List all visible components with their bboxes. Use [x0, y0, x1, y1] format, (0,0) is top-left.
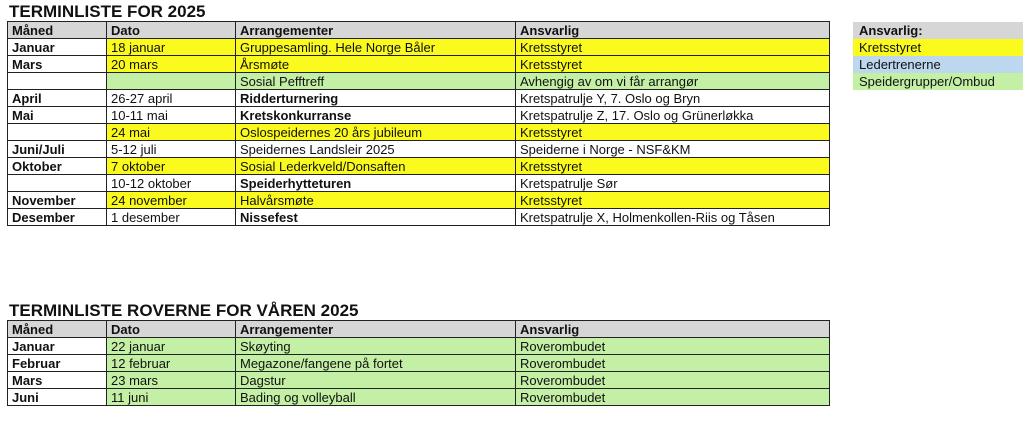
- header-event: Arrangementer: [236, 321, 516, 338]
- cell-month: November: [8, 192, 107, 209]
- cell-date: [107, 73, 236, 90]
- table-row: [8, 192, 830, 209]
- table-row: [8, 372, 830, 389]
- table-row: [8, 175, 830, 192]
- cell-event: Dagstur: [236, 372, 516, 389]
- cell-date: 11 juni: [107, 389, 236, 406]
- cell-date: 24 november: [107, 192, 236, 209]
- terminliste-2025-table: [7, 21, 830, 226]
- cell-event: Speidernes Landsleir 2025: [236, 141, 516, 158]
- header-date: Dato: [107, 321, 236, 338]
- cell-month: [8, 124, 107, 141]
- cell-date: 10-12 oktober: [107, 175, 236, 192]
- cell-event: Gruppesamling. Hele Norge Båler: [236, 39, 516, 56]
- table-header-row: [8, 22, 830, 39]
- cell-month: Februar: [8, 355, 107, 372]
- cell-responsible: Kretspatrulje Z, 17. Oslo og Grünerløkka: [516, 107, 830, 124]
- cell-date: 26-27 april: [107, 90, 236, 107]
- cell-month: Januar: [8, 338, 107, 355]
- legend-title: Ansvarlig:: [853, 22, 1023, 39]
- table-header-row: [8, 321, 830, 338]
- legend-item-ledertrenerne: Ledertrenerne: [853, 56, 1023, 73]
- cell-event: Nissefest: [236, 209, 516, 226]
- table-row: [8, 39, 830, 56]
- cell-month: [8, 175, 107, 192]
- terminliste-roverne-table: [7, 320, 830, 406]
- cell-date: 23 mars: [107, 372, 236, 389]
- cell-month: Juni/Juli: [8, 141, 107, 158]
- table-row: [8, 124, 830, 141]
- cell-event: Speiderhytteturen: [236, 175, 516, 192]
- table1-title: TERMINLISTE FOR 2025: [9, 2, 206, 21]
- cell-event: Sosial Pefftreff: [236, 73, 516, 90]
- cell-month: April: [8, 90, 107, 107]
- cell-date: 10-11 mai: [107, 107, 236, 124]
- cell-responsible: Speiderne i Norge - NSF&KM: [516, 141, 830, 158]
- header-event: Arrangementer: [236, 22, 516, 39]
- cell-month: Januar: [8, 39, 107, 56]
- header-responsible: Ansvarlig: [516, 321, 830, 338]
- cell-date: 12 februar: [107, 355, 236, 372]
- table-row: [8, 141, 830, 158]
- cell-responsible: Roverombudet: [516, 355, 830, 372]
- cell-month: Juni: [8, 389, 107, 406]
- legend-item-kretsstyret: Kretsstyret: [853, 39, 1023, 56]
- table-row: [8, 389, 830, 406]
- header-date: Dato: [107, 22, 236, 39]
- table2-title: TERMINLISTE ROVERNE FOR VÅREN 2025: [9, 301, 359, 320]
- cell-responsible: Roverombudet: [516, 389, 830, 406]
- table-row: [8, 90, 830, 107]
- cell-month: Mars: [8, 372, 107, 389]
- cell-date: 22 januar: [107, 338, 236, 355]
- cell-event: Ridderturnering: [236, 90, 516, 107]
- cell-responsible: Kretsstyret: [516, 56, 830, 73]
- cell-event: Megazone/fangene på fortet: [236, 355, 516, 372]
- table-row: [8, 56, 830, 73]
- table-row: [8, 73, 830, 90]
- cell-date: 5-12 juli: [107, 141, 236, 158]
- cell-responsible: Roverombudet: [516, 372, 830, 389]
- table-row: [8, 209, 830, 226]
- cell-event: Skøyting: [236, 338, 516, 355]
- cell-responsible: Kretsstyret: [516, 39, 830, 56]
- header-month: Måned: [8, 22, 107, 39]
- cell-date: 1 desember: [107, 209, 236, 226]
- cell-event: Bading og volleyball: [236, 389, 516, 406]
- cell-month: Desember: [8, 209, 107, 226]
- cell-date: 24 mai: [107, 124, 236, 141]
- cell-responsible: Kretsstyret: [516, 192, 830, 209]
- cell-month: Mai: [8, 107, 107, 124]
- cell-responsible: Kretspatrulje Sør: [516, 175, 830, 192]
- cell-event: Sosial Lederkveld/Donsaften: [236, 158, 516, 175]
- cell-responsible: Roverombudet: [516, 338, 830, 355]
- cell-event: Kretskonkurranse: [236, 107, 516, 124]
- legend-item-speidergrupper: Speidergrupper/Ombud: [853, 73, 1023, 90]
- header-responsible: Ansvarlig: [516, 22, 830, 39]
- legend-table: [853, 22, 1023, 90]
- cell-event: Halvårsmøte: [236, 192, 516, 209]
- table-row: [8, 158, 830, 175]
- cell-responsible: Kretspatrulje Y, 7. Oslo og Bryn: [516, 90, 830, 107]
- cell-date: 7 oktober: [107, 158, 236, 175]
- cell-month: [8, 73, 107, 90]
- cell-event: Oslospeidernes 20 års jubileum: [236, 124, 516, 141]
- cell-responsible: Kretspatrulje X, Holmenkollen-Riis og Tåsen: [516, 209, 830, 226]
- cell-date: 18 januar: [107, 39, 236, 56]
- cell-event: Årsmøte: [236, 56, 516, 73]
- table-row: [8, 355, 830, 372]
- cell-responsible: Kretsstyret: [516, 124, 830, 141]
- cell-month: Oktober: [8, 158, 107, 175]
- cell-responsible: Avhengig av om vi får arrangør: [516, 73, 830, 90]
- cell-responsible: Kretsstyret: [516, 158, 830, 175]
- table-row: [8, 338, 830, 355]
- table-row: [8, 107, 830, 124]
- cell-date: 20 mars: [107, 56, 236, 73]
- cell-month: Mars: [8, 56, 107, 73]
- header-month: Måned: [8, 321, 107, 338]
